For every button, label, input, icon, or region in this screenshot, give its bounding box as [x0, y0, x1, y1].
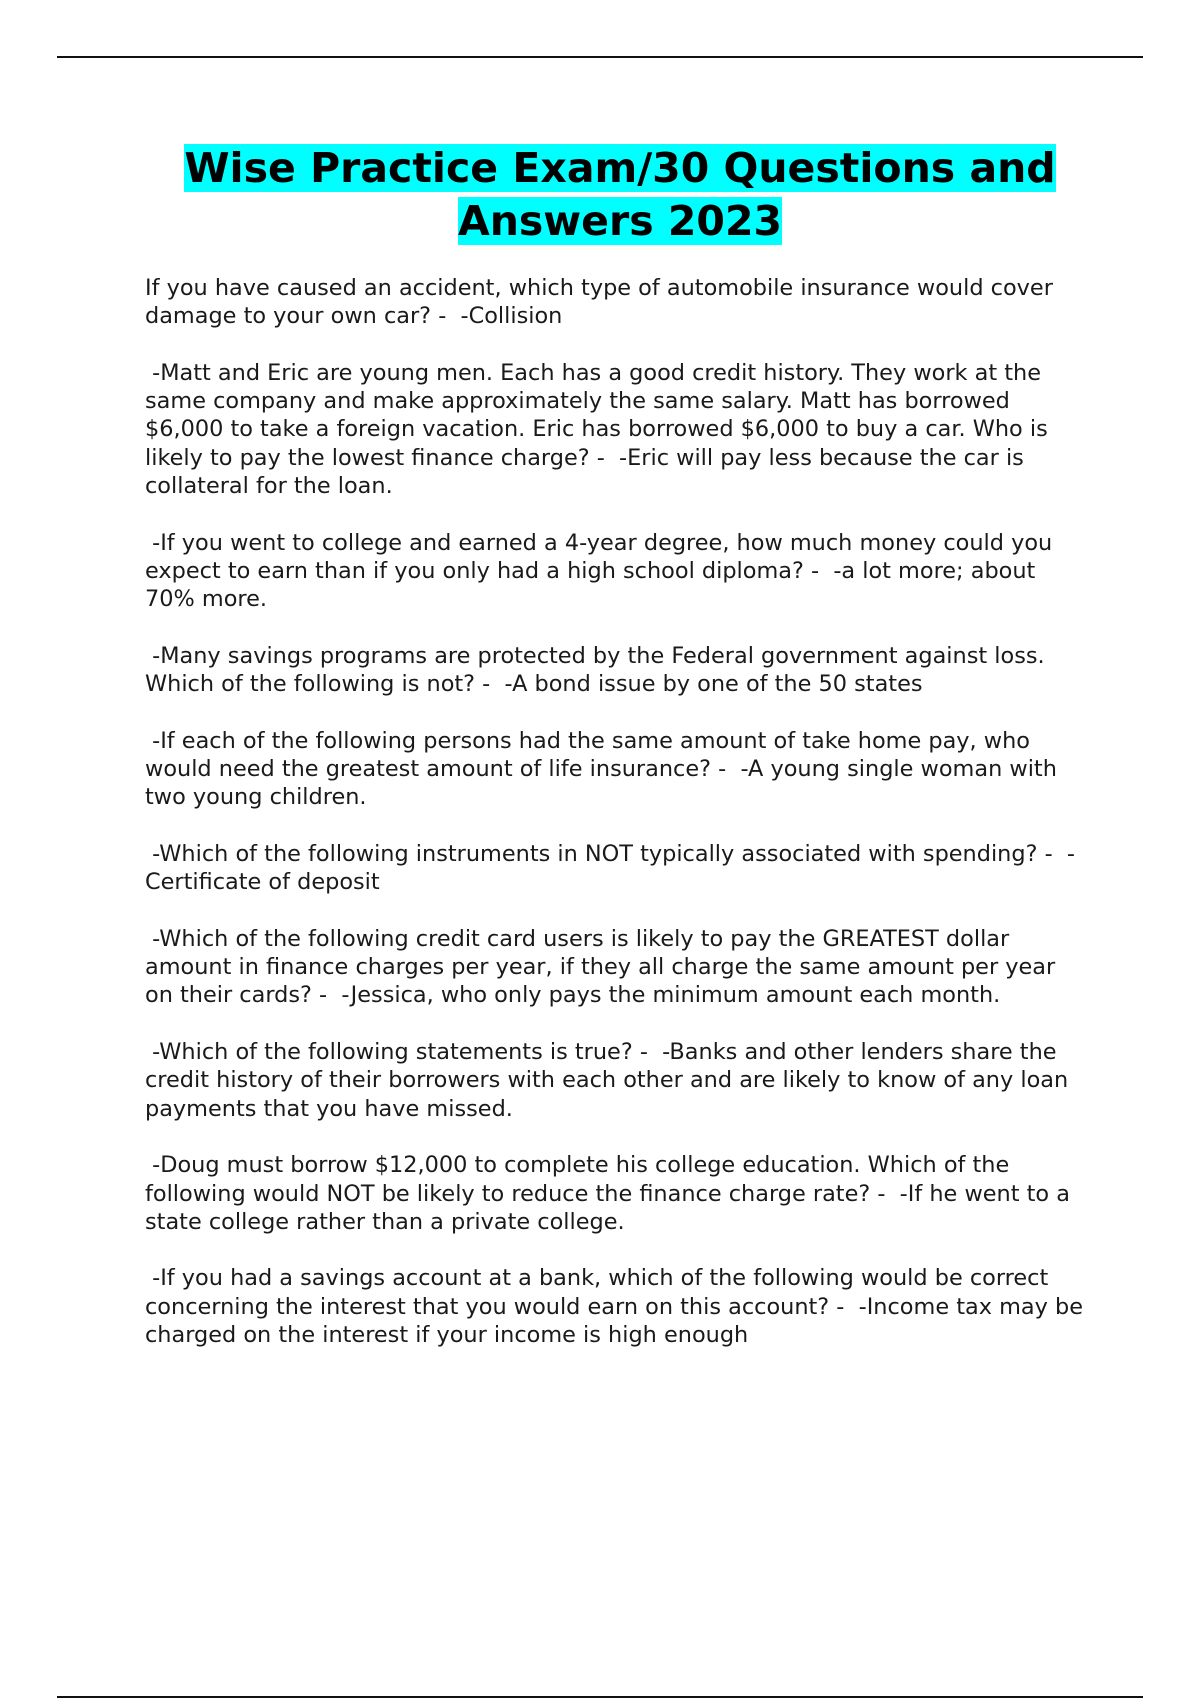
- qa-item: -Many savings programs are protected by the Federal government against loss. Which of the following is not? - -A bond issue by one of the 50 states: [145, 642, 1052, 698]
- qa-item: -Doug must borrow $12,000 to complete his college education. Which of the following would NOT be likely to reduce the finance charge rate? - -If he went to a state college rather than a private college.: [145, 1152, 1078, 1235]
- title-block: [140, 142, 1100, 248]
- qa-item: -Which of the following statements is true? - -Banks and other lenders share the credit history of their borrowers with each other and are likely to know of any loan payments that you have missed.: [145, 1039, 1076, 1122]
- qa-item: -If each of the following persons had the same amount of take home pay, who would need the greatest amount of life insurance? - -A young single woman with two young children.: [145, 727, 1065, 811]
- top-rule: [57, 56, 1143, 58]
- qa-item: -If you had a savings account at a bank, which of the following would be correct concerning the interest that you would earn on this account? - -Income tax may be charged on the interest if your income is high enough: [145, 1265, 1091, 1348]
- qa-item: -Which of the following instruments in NOT typically associated with spending? - -Certificate of deposit: [145, 840, 1075, 896]
- qa-item: -Which of the following credit card users is likely to pay the GREATEST dollar amount in finance charges per year, if they all charge the same amount per year on their cards? - -Jessica, who only pays the minimum amount each month.: [145, 925, 1063, 1009]
- title-highlight: Wise Practice Exam/30 Questions and Answers 2023: [184, 144, 1056, 245]
- qa-item: -Matt and Eric are young men. Each has a good credit history. They work at the same company and make approximately the same salary. Matt has borrowed $6,000 to take a foreign vacation. Eric has borrowed $6,000 to buy a car. Who is likely to pay the lowest finance charge? - -Eric will pay less because the car is collateral for the loan.: [145, 359, 1055, 500]
- qa-item: -If you went to college and earned a 4-year degree, how much money could you expect to earn than if you only had a high school diploma? - -a lot more; about 70% more.: [145, 529, 1060, 613]
- bottom-rule: [57, 1696, 1143, 1698]
- qa-list: [145, 274, 1090, 1378]
- document-title: [140, 142, 1100, 248]
- qa-item: If you have caused an accident, which type of automobile insurance would cover damage to your own car? - -Collision: [145, 275, 1061, 330]
